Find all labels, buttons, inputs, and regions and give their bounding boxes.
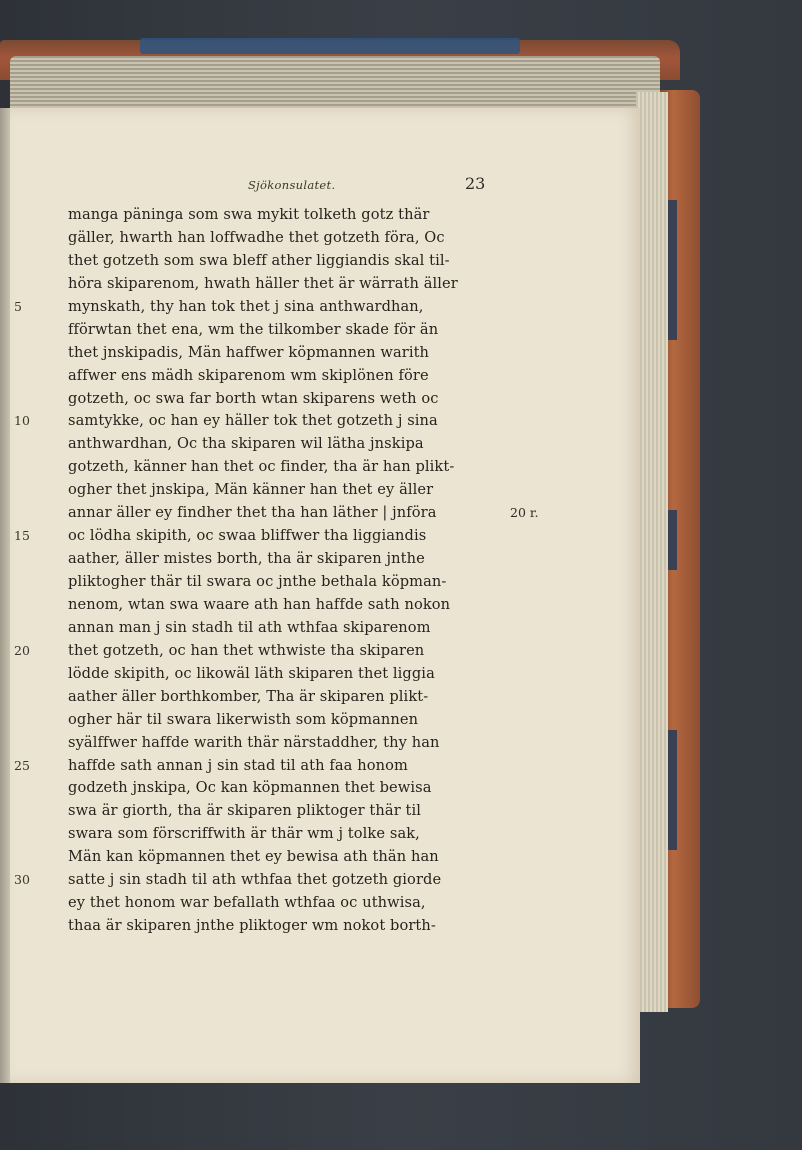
text-line <box>10 410 640 433</box>
cover-wear-mark <box>667 510 677 570</box>
text-body <box>10 204 640 938</box>
text-line <box>10 732 640 755</box>
text-line <box>10 388 640 411</box>
line-text: manga päninga som swa mykit tolketh gotz thär <box>68 206 430 223</box>
line-text: swara som förscriffwith är thär wm j tolke sak, <box>68 825 420 843</box>
text-line <box>10 319 640 342</box>
line-number: 30 <box>14 872 30 888</box>
line-text: lödde skipith, oc likowäl läth skiparen thet liggia <box>68 664 435 682</box>
line-text: gotzeth, oc swa far borth wtan skiparens weth oc <box>68 389 439 407</box>
line-text: pliktogher thär til swara oc jnthe bethala köpman- <box>68 573 447 590</box>
line-number: 5 <box>14 298 22 314</box>
line-text: fförwtan thet ena, wm the tilkomber skade för än <box>68 320 439 338</box>
text-line <box>10 342 640 365</box>
line-text: thaa är skiparen jnthe pliktoger wm nokot borth- <box>68 917 436 935</box>
page-header <box>10 174 640 194</box>
page-stack-side <box>636 92 668 1012</box>
line-number: 10 <box>14 413 30 429</box>
page-stack-top <box>10 56 660 112</box>
line-text: mynskath, thy han tok thet j sina anthwardhan, <box>68 297 424 315</box>
text-line <box>10 823 640 846</box>
line-number: 25 <box>14 757 30 773</box>
line-text: aather, äller mistes borth, tha är skiparen jnthe <box>68 550 425 568</box>
line-text: syälffwer haffde warith thär närstaddher, thy han <box>68 733 440 751</box>
line-text: samtykke, oc han ey häller tok thet gotzeth j sina <box>68 412 438 430</box>
text-line <box>10 755 640 778</box>
text-line <box>10 571 640 594</box>
line-text: gotzeth, känner han thet oc finder, tha är han plikt- <box>68 458 455 476</box>
line-text: satte j sin stadh til ath wthfaa thet gotzeth giorde <box>68 871 442 889</box>
line-text: ogher här til swara likerwisth som köpmannen <box>68 710 419 728</box>
book-page <box>10 108 640 1083</box>
text-line <box>10 640 640 663</box>
text-line <box>10 502 640 525</box>
text-line <box>10 594 640 617</box>
text-line <box>10 365 640 388</box>
text-line <box>10 617 640 640</box>
text-line <box>10 227 640 250</box>
line-text: höra skiparenom, hwath häller thet är wärrath äller <box>68 274 458 292</box>
line-text: nenom, wtan swa waare ath han haffde sath nokon <box>68 595 451 613</box>
text-line <box>10 273 640 296</box>
text-line <box>10 800 640 823</box>
text-line <box>10 204 640 227</box>
cover-wear-mark <box>667 200 677 340</box>
margin-note: 20 r. <box>510 505 539 521</box>
line-number: 15 <box>14 528 30 544</box>
line-text: oc lödha skipith, oc swaa bliffwer tha liggiandis <box>68 527 427 545</box>
text-line <box>10 915 640 938</box>
text-line <box>10 777 640 800</box>
line-text: thet jnskipadis, Män haffwer köpmannen warith <box>68 343 430 361</box>
text-line <box>10 296 640 319</box>
line-text: ey thet honom war befallath wthfaa oc uthwisa, <box>68 894 426 912</box>
text-line <box>10 525 640 548</box>
text-line <box>10 456 640 479</box>
text-line <box>10 479 640 502</box>
text-line <box>10 709 640 732</box>
line-text: haffde sath annan j sin stad til ath faa honom <box>68 756 408 774</box>
line-text: annan man j sin stadh til ath wthfaa skiparenom <box>68 618 431 636</box>
text-line <box>10 548 640 571</box>
text-line <box>10 663 640 686</box>
text-line <box>10 433 640 456</box>
text-line <box>10 892 640 915</box>
line-text: affwer ens mädh skiparenom wm skiplönen före <box>68 366 429 384</box>
line-number: 20 <box>14 642 30 658</box>
cover-wear-mark <box>667 730 677 850</box>
line-text: Män kan köpmannen thet ey bewisa ath thän han <box>68 848 439 866</box>
text-line <box>10 846 640 869</box>
book-spine-strip <box>140 38 520 54</box>
line-text: thet gotzeth, oc han thet wthwiste tha skiparen <box>68 641 425 659</box>
line-text: thet gotzeth som swa bleff ather liggiandis skal til- <box>68 251 450 269</box>
running-title: Sjökonsulatet. <box>248 178 336 192</box>
line-text: swa är giorth, tha är skiparen pliktoger thär til <box>68 802 422 820</box>
line-text: aather äller borthkomber, Tha är skiparen plikt- <box>68 687 429 705</box>
line-text: ogher thet jnskipa, Män känner han thet ey äller <box>68 481 434 499</box>
line-text: anthwardhan, Oc tha skiparen wil lätha jnskipa <box>68 435 424 453</box>
page-number: 23 <box>465 174 486 193</box>
line-text: annar äller ey findher thet tha han läther | jnföra <box>68 504 437 522</box>
text-line <box>10 869 640 892</box>
line-text: gäller, hwarth han loffwadhe thet gotzeth föra, Oc <box>68 228 445 246</box>
text-line <box>10 686 640 709</box>
line-text: godzeth jnskipa, Oc kan köpmannen thet bewisa <box>68 779 432 797</box>
text-line <box>10 250 640 273</box>
